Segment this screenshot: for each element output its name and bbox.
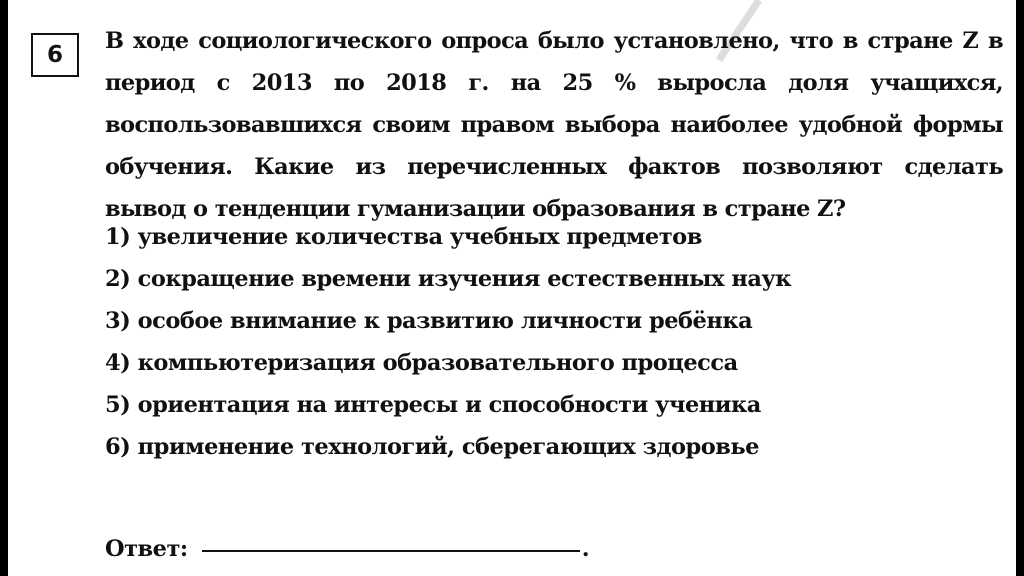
answer-row <box>105 520 589 562</box>
option-4: 4) компьютеризация образовательного процесса <box>105 350 738 376</box>
answer-label: Ответ: <box>105 536 188 562</box>
option-5: 5) ориентация на интересы и способности ученика <box>105 392 761 418</box>
question-text: В ходе социологического опроса было установлено, что в стране Z в период с 2013 по 2018 г. на 25 % выросла доля учащихся, воспользовавшихся своим правом выбора наиболее удобной формы обучения. Какие из перечисленных фактов позволяют сделать вывод о тенденции гуманизации образования в стране Z? <box>105 28 1003 222</box>
right-frame-bar <box>1016 0 1024 576</box>
left-frame-bar <box>0 0 8 576</box>
option-3: 3) особое внимание к развитию личности ребёнка <box>105 308 753 334</box>
question-number-box <box>31 33 79 77</box>
option-6: 6) применение технологий, сберегающих здоровье <box>105 434 759 460</box>
option-1: 1) увеличение количества учебных предметов <box>105 224 702 250</box>
answer-options-list <box>105 216 791 468</box>
question-number: 6 <box>46 42 63 68</box>
answer-end-mark: . <box>581 536 590 562</box>
option-2: 2) сокращение времени изучения естественных наук <box>105 266 792 292</box>
answer-blank-line[interactable] <box>202 549 580 552</box>
